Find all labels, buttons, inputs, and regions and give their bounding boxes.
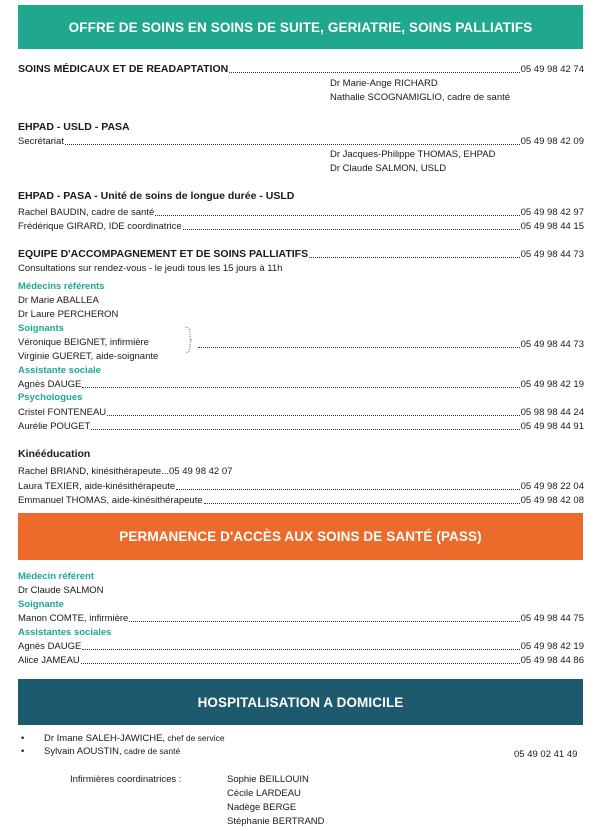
contact-row: [18, 639, 584, 652]
coordinatrice-name: Cécile LARDEAU: [227, 788, 301, 799]
contact-row: [18, 377, 584, 390]
medecin-name: Dr Laure PERCHERON: [18, 309, 119, 320]
coordinatrices-label: Infirmières coordinatrices :: [70, 774, 182, 785]
contact-phone: 05 49 98 44 91: [520, 421, 584, 432]
leader-dots: [183, 229, 520, 230]
contact-row: [18, 493, 584, 506]
ehpad-pasa-heading: [18, 190, 294, 202]
consultation-note: Consultations sur rendez-vous - le jeudi tous les 15 jours à 11h: [18, 263, 283, 274]
leader-dots: [129, 621, 519, 622]
coordinatrice-name: Sophie BEILLOUIN: [227, 774, 309, 785]
pass-assistantes-label: Assistantes sociales: [18, 627, 112, 638]
coordinatrice-name: Stéphanie BERTRAND: [227, 816, 325, 827]
contact-phone: 05 49 98 44 15: [520, 221, 584, 232]
palliatif-phone: 05 49 98 44 73: [520, 249, 584, 260]
contact-name: Manon COMTE, infirmière: [18, 613, 129, 624]
contact-name: Agnès DAUGE: [18, 641, 82, 652]
medecin-name: Dr Marie ABALLEA: [18, 295, 99, 306]
contact-name: Agnès DAUGE: [18, 379, 82, 390]
smr-row: [18, 62, 584, 75]
banner-had: [18, 679, 583, 725]
pass-soignante-label: Soignante: [18, 599, 64, 610]
palliatif-title: EQUIPE D'ACCOMPAGNEMENT ET DE SOINS PALLIATIFS: [18, 248, 309, 260]
secretariat-phone: 05 49 98 42 09: [520, 136, 584, 147]
leader-dots: [107, 415, 519, 416]
banner-title: HOSPITALISATION A DOMICILE: [197, 694, 404, 710]
leader-dots: [198, 347, 520, 348]
contact-phone: 05 49 98 22 04: [520, 481, 584, 492]
had-cadre: [44, 746, 180, 757]
psychologues-label: Psychologues: [18, 392, 83, 403]
contact-phone: 05 49 98 44 75: [520, 613, 584, 624]
contact-name: Emmanuel THOMAS, aide-kinésithérapeute: [18, 495, 203, 506]
smr-cadre: Nathalie SCOGNAMIGLIO, cadre de santé: [330, 92, 511, 103]
contact-name: Frédérique GIRARD, IDE coordinatrice: [18, 221, 182, 232]
had-chef: [44, 733, 225, 744]
contact-phone: 05 98 98 44 24: [520, 407, 584, 418]
leader-dots: [176, 489, 519, 490]
had-chef-role: chef de service: [165, 733, 225, 743]
contact-phone: 05 49 98 44 86: [520, 655, 584, 666]
smr-title: SOINS MÉDICAUX ET DE READAPTATION: [18, 63, 229, 75]
contact-phone: 05 49 98 42 19: [520, 379, 584, 390]
coordinatrice-name: Nadège BERGE: [227, 802, 297, 813]
contact-phone: 05 49 98 42 19: [520, 641, 584, 652]
leader-dots: [81, 663, 520, 664]
contact-row: [18, 653, 584, 666]
contact-phone: 05 49 98 42 97: [520, 207, 584, 218]
soignants-phone-row: [198, 337, 584, 350]
bullet-icon: •: [21, 746, 25, 757]
contact-phone: 05 49 98 42 08: [520, 495, 584, 506]
medecins-label: Médecins référents: [18, 281, 105, 292]
contact-row: [18, 219, 584, 232]
contact-name: Laura TEXIER, aide-kinésithérapeute: [18, 481, 176, 492]
brace-icon: [183, 326, 193, 354]
contact-name: Cristel FONTENEAU: [18, 407, 107, 418]
usld-doctor: Dr Claude SALMON, USLD: [330, 163, 447, 174]
secretariat-label: Secrétariat: [18, 136, 64, 147]
contact-name: Alice JAMEAU: [18, 655, 80, 666]
leader-dots: [309, 257, 520, 258]
had-chef-name: Dr Imane SALEH-JAWICHE,: [44, 733, 166, 744]
leader-dots: [91, 429, 519, 430]
banner-pass: [18, 513, 583, 560]
leader-dots: [229, 72, 519, 73]
ehpad-doctor: Dr Jacques-Philippe THOMAS, EHPAD: [330, 149, 496, 160]
banner-title: PERMANENCE D'ACCÈS AUX SOINS DE SANTÉ (PASS): [119, 529, 482, 544]
ehpad-pasa-title: EHPAD - PASA: [18, 190, 92, 202]
secretariat-row: [18, 134, 584, 147]
palliatif-row: [18, 247, 584, 260]
had-cadre-role: cadre de santé: [121, 746, 181, 756]
contact-name: Aurélie POUGET: [18, 421, 91, 432]
soignants-phone: 05 49 98 44 73: [520, 339, 584, 350]
assistante-label: Assistante sociale: [18, 365, 101, 376]
ehpad-pasa-subtitle: - Unité de soins de longue durée - USLD: [91, 190, 295, 202]
had-cadre-name: Sylvain AOUSTIN,: [44, 746, 122, 757]
soignant-name: Véronique BEIGNET, infirmière: [18, 337, 149, 348]
leader-dots: [82, 649, 519, 650]
leader-dots: [82, 387, 519, 388]
leader-dots: [155, 215, 519, 216]
banner-title: OFFRE DE SOINS EN SOINS DE SUITE, GERIATRIE, SOINS PALLIATIFS: [68, 19, 533, 35]
soignants-label: Soignants: [18, 323, 64, 334]
contact-row: [18, 205, 584, 218]
banner-soins-suite: [18, 5, 583, 49]
contact-name: Rachel BAUDIN, cadre de santé: [18, 207, 155, 218]
soignant-name: Virginie GUERET, aide-soignante: [18, 351, 159, 362]
contact-row: [18, 405, 584, 418]
leader-dots: [204, 503, 520, 504]
smr-phone: 05 49 98 42 74: [520, 64, 584, 75]
contact-row: [18, 479, 584, 492]
pass-medecin: Dr Claude SALMON: [18, 585, 104, 596]
kine-title: Kinééducation: [18, 448, 91, 460]
kine-briand: Rachel BRIAND, kinésithérapeute...05 49 98 42 07: [18, 466, 233, 477]
smr-doctor: Dr Marie-Ange RICHARD: [330, 78, 438, 89]
pass-medecin-label: Médecin référent: [18, 571, 95, 582]
leader-dots: [65, 144, 520, 145]
had-phone: 05 49 02 41 49: [514, 749, 578, 760]
contact-row: [18, 611, 584, 624]
contact-row: [18, 419, 584, 432]
ehpad-usld-title: EHPAD - USLD - PASA: [18, 121, 130, 133]
bullet-icon: •: [21, 733, 25, 744]
